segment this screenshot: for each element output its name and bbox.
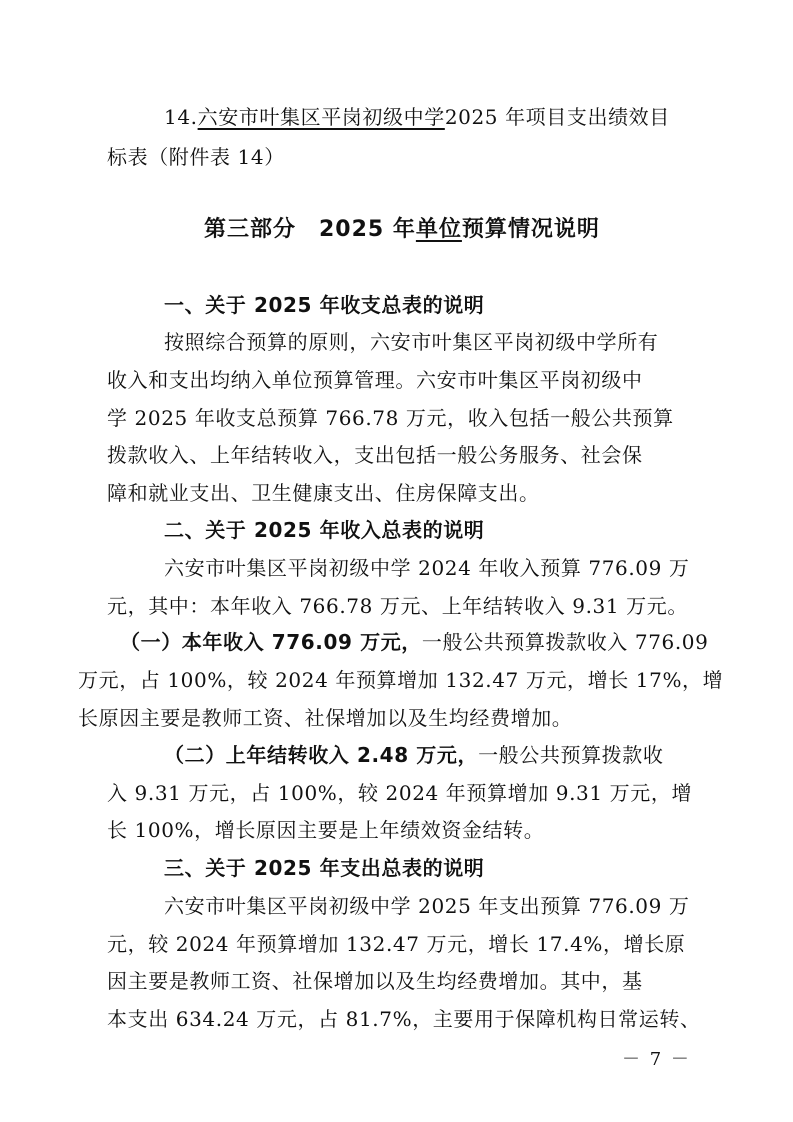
item-14-line-2: 标表（附件表 14） xyxy=(107,145,285,169)
subsection-2-line: 入 9.31 万元，占 100%，较 2024 年预算增加 9.31 万元，增 xyxy=(107,781,693,805)
subsection-1-line: 万元，占 100%，较 2024 年预算增加 132.47 万元，增长 17%，增 xyxy=(78,668,724,692)
item-14-title-rest: 2025 年项目支出绩效目 xyxy=(444,105,670,129)
section-2-line: 元，其中：本年收入 766.78 万元、上年结转收入 9.31 万元。 xyxy=(107,594,688,618)
subsection-1-lead: （一）本年收入 776.09 万元， xyxy=(120,630,422,654)
section-3-line: 本支出 634.24 万元，占 81.7%，主要用于保障机构日常运转、 xyxy=(107,1007,701,1031)
part-3-title-prefix: 第三部分 2025 年 xyxy=(204,217,416,242)
subsection-1-line: 长原因主要是教师工资、社保增加以及生均经费增加。 xyxy=(78,706,573,730)
subsection-2-line: 长 100%，增长原因主要是上年绩效资金结转。 xyxy=(107,818,545,842)
section-1-line: 收入和支出均纳入单位预算管理。六安市叶集区平岗初级中 xyxy=(107,368,643,392)
section-1-line: 按照综合预算的原则，六安市叶集区平岗初级中学所有 xyxy=(164,330,659,354)
subsection-2-rest: 一般公共预算拨款收 xyxy=(478,743,664,767)
section-1-line: 拨款收入、上年结转收入，支出包括一般公务服务、社会保 xyxy=(107,443,643,467)
section-1-line: 学 2025 年收支总预算 766.78 万元，收入包括一般公共预算 xyxy=(107,406,674,430)
item-14-school-name: 六安市叶集区平岗初级中学 xyxy=(197,105,445,129)
section-3-heading: 三、关于 2025 年支出总表的说明 xyxy=(164,856,485,880)
subsection-2-line xyxy=(164,741,663,769)
section-2-heading: 二、关于 2025 年收入总表的说明 xyxy=(164,518,485,542)
section-1-heading: 一、关于 2025 年收支总表的说明 xyxy=(164,293,485,317)
section-3-line: 元，较 2024 年预算增加 132.47 万元，增长 17.4%，增长原 xyxy=(107,932,686,956)
section-3-line: 因主要是教师工资、社保增加以及生均经费增加。其中，基 xyxy=(107,969,643,993)
item-14-number: 14. xyxy=(164,105,198,129)
section-2-line: 六安市叶集区平岗初级中学 2024 年收入预算 776.09 万 xyxy=(164,556,690,580)
part-3-title xyxy=(204,216,600,244)
part-3-title-suffix: 预算情况说明 xyxy=(461,217,600,242)
section-3-line: 六安市叶集区平岗初级中学 2025 年支出预算 776.09 万 xyxy=(164,894,690,918)
page-number: － 7 － xyxy=(622,1049,691,1070)
subsection-1-rest: 一般公共预算拨款收入 776.09 xyxy=(421,630,709,654)
part-3-title-underlined: 单位 xyxy=(415,217,462,242)
subsection-2-lead: （二）上年结转收入 2.48 万元， xyxy=(164,743,479,767)
section-1-line: 障和就业支出、卫生健康支出、住房保障支出。 xyxy=(107,481,540,505)
subsection-1-line xyxy=(120,628,708,656)
item-14-line-1 xyxy=(164,103,670,131)
